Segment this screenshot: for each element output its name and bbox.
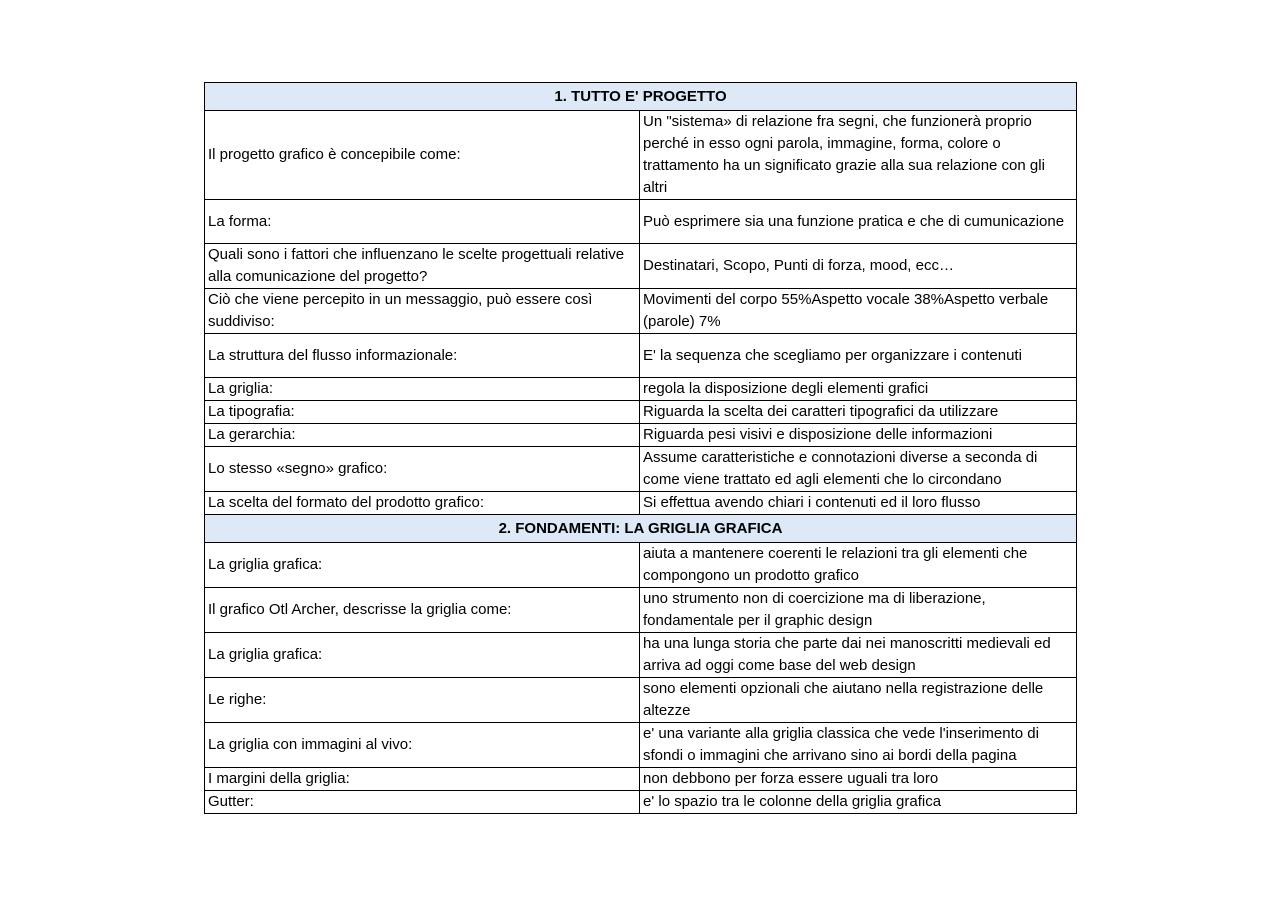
question-cell: La griglia: — [205, 378, 640, 401]
table-row — [205, 723, 1077, 768]
table-row — [205, 791, 1077, 814]
answer-cell: E' la sequenza che scegliamo per organizzare i contenuti — [640, 334, 1077, 378]
table-row — [205, 678, 1077, 723]
table-row — [205, 768, 1077, 791]
question-cell: Lo stesso «segno» grafico: — [205, 447, 640, 492]
question-cell: La gerarchia: — [205, 424, 640, 447]
section-title: 2. FONDAMENTI: LA GRIGLIA GRAFICA — [205, 515, 1077, 543]
table-row — [205, 401, 1077, 424]
table-row — [205, 543, 1077, 588]
answer-cell: aiuta a mantenere coerenti le relazioni tra gli elementi che compongono un prodotto grafico — [640, 543, 1077, 588]
answer-cell: Riguarda pesi visivi e disposizione delle informazioni — [640, 424, 1077, 447]
table-row — [205, 200, 1077, 244]
answer-cell: Può esprimere sia una funzione pratica e che di cumunicazione — [640, 200, 1077, 244]
answer-cell: ha una lunga storia che parte dai nei manoscritti medievali ed arriva ad oggi come base del web design — [640, 633, 1077, 678]
table-row — [205, 334, 1077, 378]
question-cell: La tipografia: — [205, 401, 640, 424]
question-cell: La scelta del formato del prodotto grafico: — [205, 492, 640, 515]
question-cell: La griglia grafica: — [205, 633, 640, 678]
table-row — [205, 492, 1077, 515]
table-row — [205, 378, 1077, 401]
answer-cell: Un "sistema» di relazione fra segni, che funzionerà proprio perché in esso ogni parola, immagine, forma, colore o trattamento ha un significato grazie alla sua relazione con gli altri — [640, 111, 1077, 200]
answer-cell: non debbono per forza essere uguali tra loro — [640, 768, 1077, 791]
section-title: 1. TUTTO E' PROGETTO — [205, 83, 1077, 111]
answer-cell: e' lo spazio tra le colonne della griglia grafica — [640, 791, 1077, 814]
table-row — [205, 588, 1077, 633]
question-cell: La struttura del flusso informazionale: — [205, 334, 640, 378]
question-cell: Ciò che viene percepito in un messaggio, può essere così suddiviso: — [205, 289, 640, 334]
answer-cell: e' una variante alla griglia classica che vede l'inserimento di sfondi o immagini che arrivano sino ai bordi della pagina — [640, 723, 1077, 768]
table-row — [205, 447, 1077, 492]
section-header-row — [205, 515, 1077, 543]
answer-cell: regola la disposizione degli elementi grafici — [640, 378, 1077, 401]
question-cell: Il grafico Otl Archer, descrisse la griglia come: — [205, 588, 640, 633]
table-row — [205, 111, 1077, 200]
answer-cell: Riguarda la scelta dei caratteri tipografici da utilizzare — [640, 401, 1077, 424]
section-header-row — [205, 83, 1077, 111]
table-row — [205, 424, 1077, 447]
answer-cell: Assume caratteristiche e connotazioni diverse a seconda di come viene trattato ed agli elementi che lo circondano — [640, 447, 1077, 492]
question-cell: La forma: — [205, 200, 640, 244]
answer-cell: sono elementi opzionali che aiutano nella registrazione delle altezze — [640, 678, 1077, 723]
table-row — [205, 289, 1077, 334]
table-row — [205, 633, 1077, 678]
answer-cell: uno strumento non di coercizione ma di liberazione, fondamentale per il graphic design — [640, 588, 1077, 633]
answer-cell: Si effettua avendo chiari i contenuti ed il loro flusso — [640, 492, 1077, 515]
question-cell: I margini della griglia: — [205, 768, 640, 791]
question-cell: La griglia grafica: — [205, 543, 640, 588]
question-cell: Gutter: — [205, 791, 640, 814]
question-cell: Quali sono i fattori che influenzano le scelte progettuali relative alla comunicazione del progetto? — [205, 244, 640, 289]
question-cell: La griglia con immagini al vivo: — [205, 723, 640, 768]
question-cell: Il progetto grafico è concepibile come: — [205, 111, 640, 200]
question-cell: Le righe: — [205, 678, 640, 723]
table-row — [205, 244, 1077, 289]
quiz-table — [204, 82, 1077, 814]
answer-cell: Movimenti del corpo 55%Aspetto vocale 38%Aspetto verbale (parole) 7% — [640, 289, 1077, 334]
answer-cell: Destinatari, Scopo, Punti di forza, mood, ecc… — [640, 244, 1077, 289]
